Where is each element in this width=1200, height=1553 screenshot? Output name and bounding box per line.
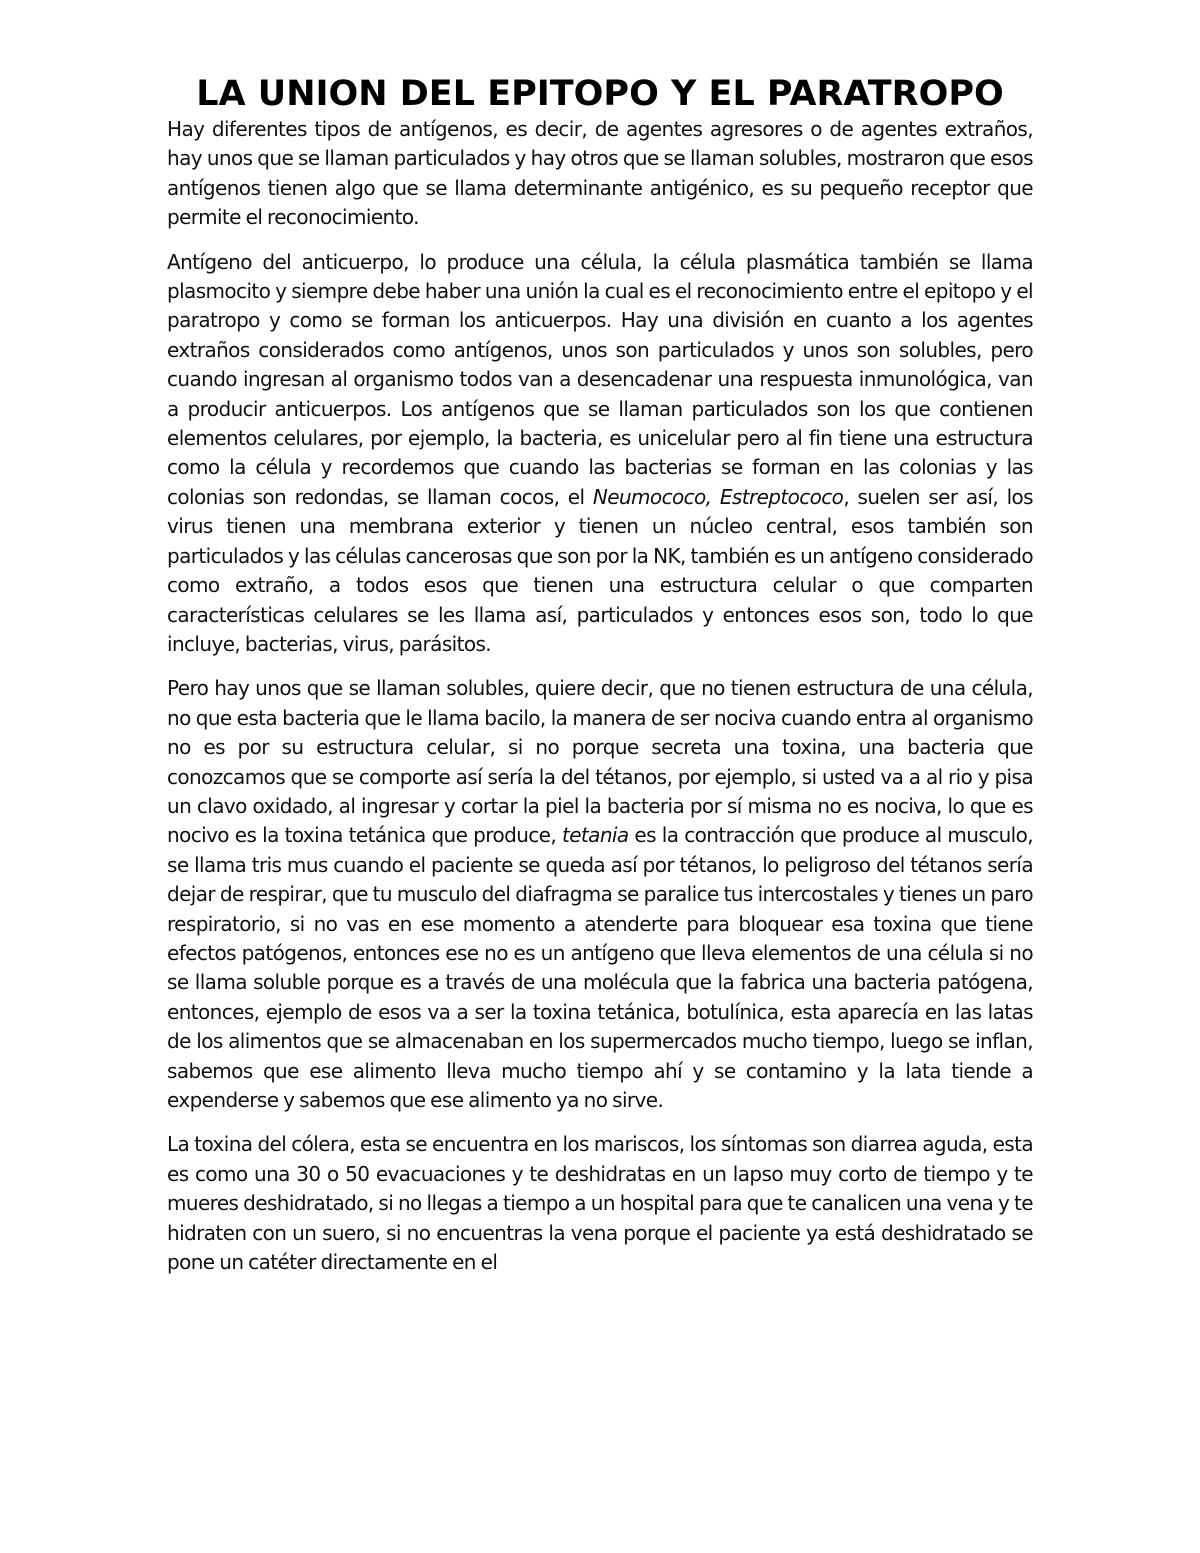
paragraph-2-text-end: , suelen ser así, los virus tienen una membrana exterior y tienen un núcleo central, esos también son particulados y las células cancerosas que son por la NK, también es un antígeno considerado como extraño, a todos esos que tienen una estructura celular o que comparten características celulares se les llama así, particulados y entonces esos son, todo lo que incluye, bacterias, virus, parásitos. <box>167 484 1033 656</box>
paragraph-3-text-end: es la contracción que produce al musculo, se llama tris mus cuando el paciente se queda así por tétanos, lo peligroso del tétanos sería dejar de respirar, que tu musculo del diafragma se paralice tus intercostales y tienes un paro respiratorio, si no vas en ese momento a atenderte para bloquear esa toxina que tiene efectos patógenos, entonces ese no es un antígeno que lleva elementos de una célula si no se llama soluble porque es a través de una molécula que la fabrica una bacteria patógena, entonces, ejemplo de esos va a ser la toxina tetánica, botulínica, esta aparecía en las latas de los alimentos que se almacenaban en los supermercados mucho tiempo, luego se inflan, sabemos que ese alimento lleva mucho tiempo ahí y se contamino y la lata tiende a expenderse y sabemos que ese alimento ya no sirve. <box>167 823 1033 1112</box>
paragraph-2-italic-species: Neumococo, Estreptococo <box>592 484 844 509</box>
paragraph-2-text-start: Antígeno del anticuerpo, lo produce una célula, la célula plasmática también se llama plasmocito y siempre debe haber una unión la cual es el reconocimiento entre el epitopo y el paratropo y como se forman los anticuerpos. Hay una división en cuanto a los agentes extraños considerados como antígenos, unos son particulados y unos son solubles, pero cuando ingresan al organismo todos van a desencadenar una respuesta inmunológica, van a producir anticuerpos. Los antígenos que se llaman particulados son los que contienen elementos celulares, por ejemplo, la bacteria, es unicelular pero al fin tiene una estructura como la célula y recordemos que cuando las bacterias se forman en las colonias y las colonias son redondas, se llaman cocos, el <box>167 249 1033 509</box>
paragraph-4 <box>167 1130 1033 1277</box>
document-title: LA UNION DEL EPITOPO Y EL PARATROPO <box>196 74 1004 114</box>
paragraph-1 <box>167 115 1033 233</box>
paragraph-3-italic-term: tetania <box>561 823 629 848</box>
paragraph-3-text-start: Pero hay unos que se llaman solubles, quiere decir, que no tienen estructura de una célula, no que esta bacteria que le llama bacilo, la manera de ser nociva cuando entra al organismo no es por su estructura celular, si no porque secreta una toxina, una bacteria que conozcamos que se comporte así sería la del tétanos, por ejemplo, si usted va a al rio y pisa un clavo oxidado, al ingresar y cortar la piel la bacteria por sí misma no es nociva, lo que es nocivo es la toxina tetánica que produce, <box>167 676 1033 848</box>
paragraph-4-text: La toxina del cólera, esta se encuentra en los mariscos, los síntomas son diarrea aguda, esta es como una 30 o 50 evacuaciones y te deshidratas en un lapso muy corto de tiempo y te mueres deshidratado, si no llegas a tiempo a un hospital para que te canalicen una vena y te hidraten con un suero, si no encuentras la vena porque el paciente ya está deshidratado se pone un catéter directamente en el <box>167 1132 1033 1275</box>
paragraph-2 <box>167 248 1033 660</box>
paragraph-1-text: Hay diferentes tipos de antígenos, es decir, de agentes agresores o de agentes extraños, hay unos que se llaman particulados y hay otros que se llaman solubles, mostraron que esos antígenos tienen algo que se llama determinante antigénico, es su pequeño receptor que permite el reconocimiento. <box>167 117 1033 230</box>
document-body <box>167 74 1033 1292</box>
paragraph-3 <box>167 674 1033 1115</box>
